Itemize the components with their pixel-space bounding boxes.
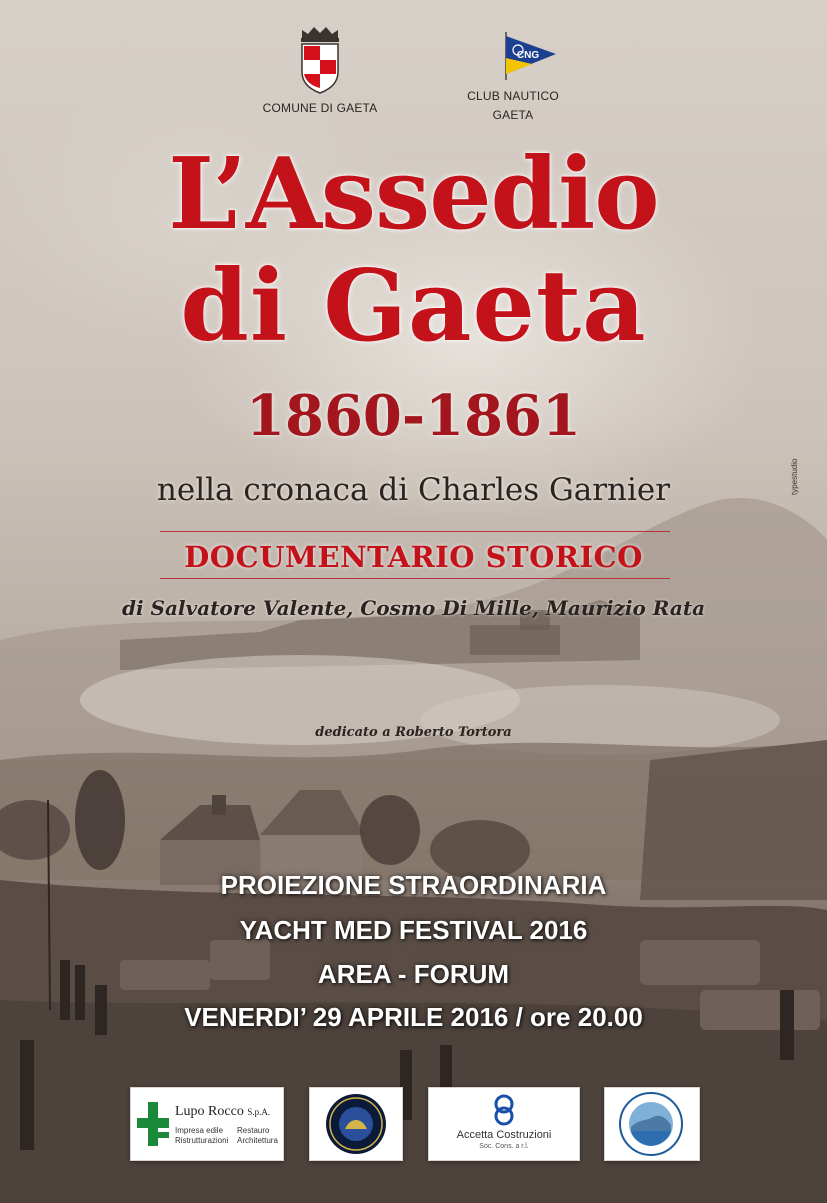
comune-label: COMUNE DI GAETA bbox=[262, 101, 378, 115]
coat-of-arms-icon bbox=[298, 24, 342, 94]
lupo-rocco-name-text: Lupo Rocco bbox=[175, 1104, 244, 1119]
subtitle: nella cronaca di Charles Garnier bbox=[156, 472, 671, 508]
divider-top bbox=[160, 531, 670, 532]
lupo-line2a: Ristrutturazioni bbox=[175, 1136, 229, 1145]
accetta-monogram-icon bbox=[492, 1094, 516, 1126]
accetta-name: Accetta Costruzioni bbox=[456, 1129, 552, 1141]
divider-bottom bbox=[160, 578, 670, 579]
club-nautico-logo bbox=[448, 30, 578, 122]
club-label-line2: GAETA bbox=[492, 108, 534, 122]
event-line-3: AREA - FORUM bbox=[317, 959, 510, 989]
lupo-rocco-suffix: S.p.A. bbox=[247, 1107, 271, 1117]
green-cross-icon bbox=[137, 1102, 169, 1146]
lupo-line1b: Restauro bbox=[237, 1126, 270, 1135]
dedication: dedicato a Roberto Tortora bbox=[315, 725, 512, 740]
side-credit: typestudio bbox=[790, 458, 799, 495]
burgee-flag-icon bbox=[468, 30, 558, 80]
club-label-line1: CLUB NAUTICO bbox=[467, 89, 559, 103]
title-years: 1860-1861 bbox=[246, 383, 581, 449]
club-flag-text: CNG bbox=[516, 50, 540, 61]
authors: di Salvatore Valente, Cosmo Di Mille, Maurizio Rata bbox=[121, 596, 706, 620]
main-title-line1: L’Assedio bbox=[168, 137, 659, 252]
event-line-2: YACHT MED FESTIVAL 2016 bbox=[239, 915, 588, 945]
lupo-line1a: Impresa edile bbox=[175, 1126, 224, 1135]
sponsor-circular-emblem bbox=[309, 1087, 403, 1161]
sponsor-lupo-rocco bbox=[130, 1087, 284, 1161]
sponsor-accetta-costruzioni bbox=[428, 1087, 580, 1161]
documentary-title: DOCUMENTARIO STORICO bbox=[184, 540, 643, 574]
circular-emblem-icon bbox=[325, 1093, 387, 1155]
sponsor-port-operators-association bbox=[604, 1087, 700, 1161]
main-title-line2: di Gaeta bbox=[180, 249, 647, 364]
lupo-line2b: Architettura bbox=[237, 1136, 278, 1145]
accetta-sub: Soc. Cons. a r.l. bbox=[479, 1143, 529, 1150]
comune-di-gaeta-logo bbox=[250, 24, 390, 115]
event-line-1: PROIEZIONE STRAORDINARIA bbox=[220, 870, 607, 900]
port-association-seal-icon bbox=[617, 1091, 685, 1157]
event-line-4: VENERDI’ 29 APRILE 2016 / ore 20.00 bbox=[184, 1002, 643, 1032]
lupo-rocco-name bbox=[175, 1104, 270, 1120]
